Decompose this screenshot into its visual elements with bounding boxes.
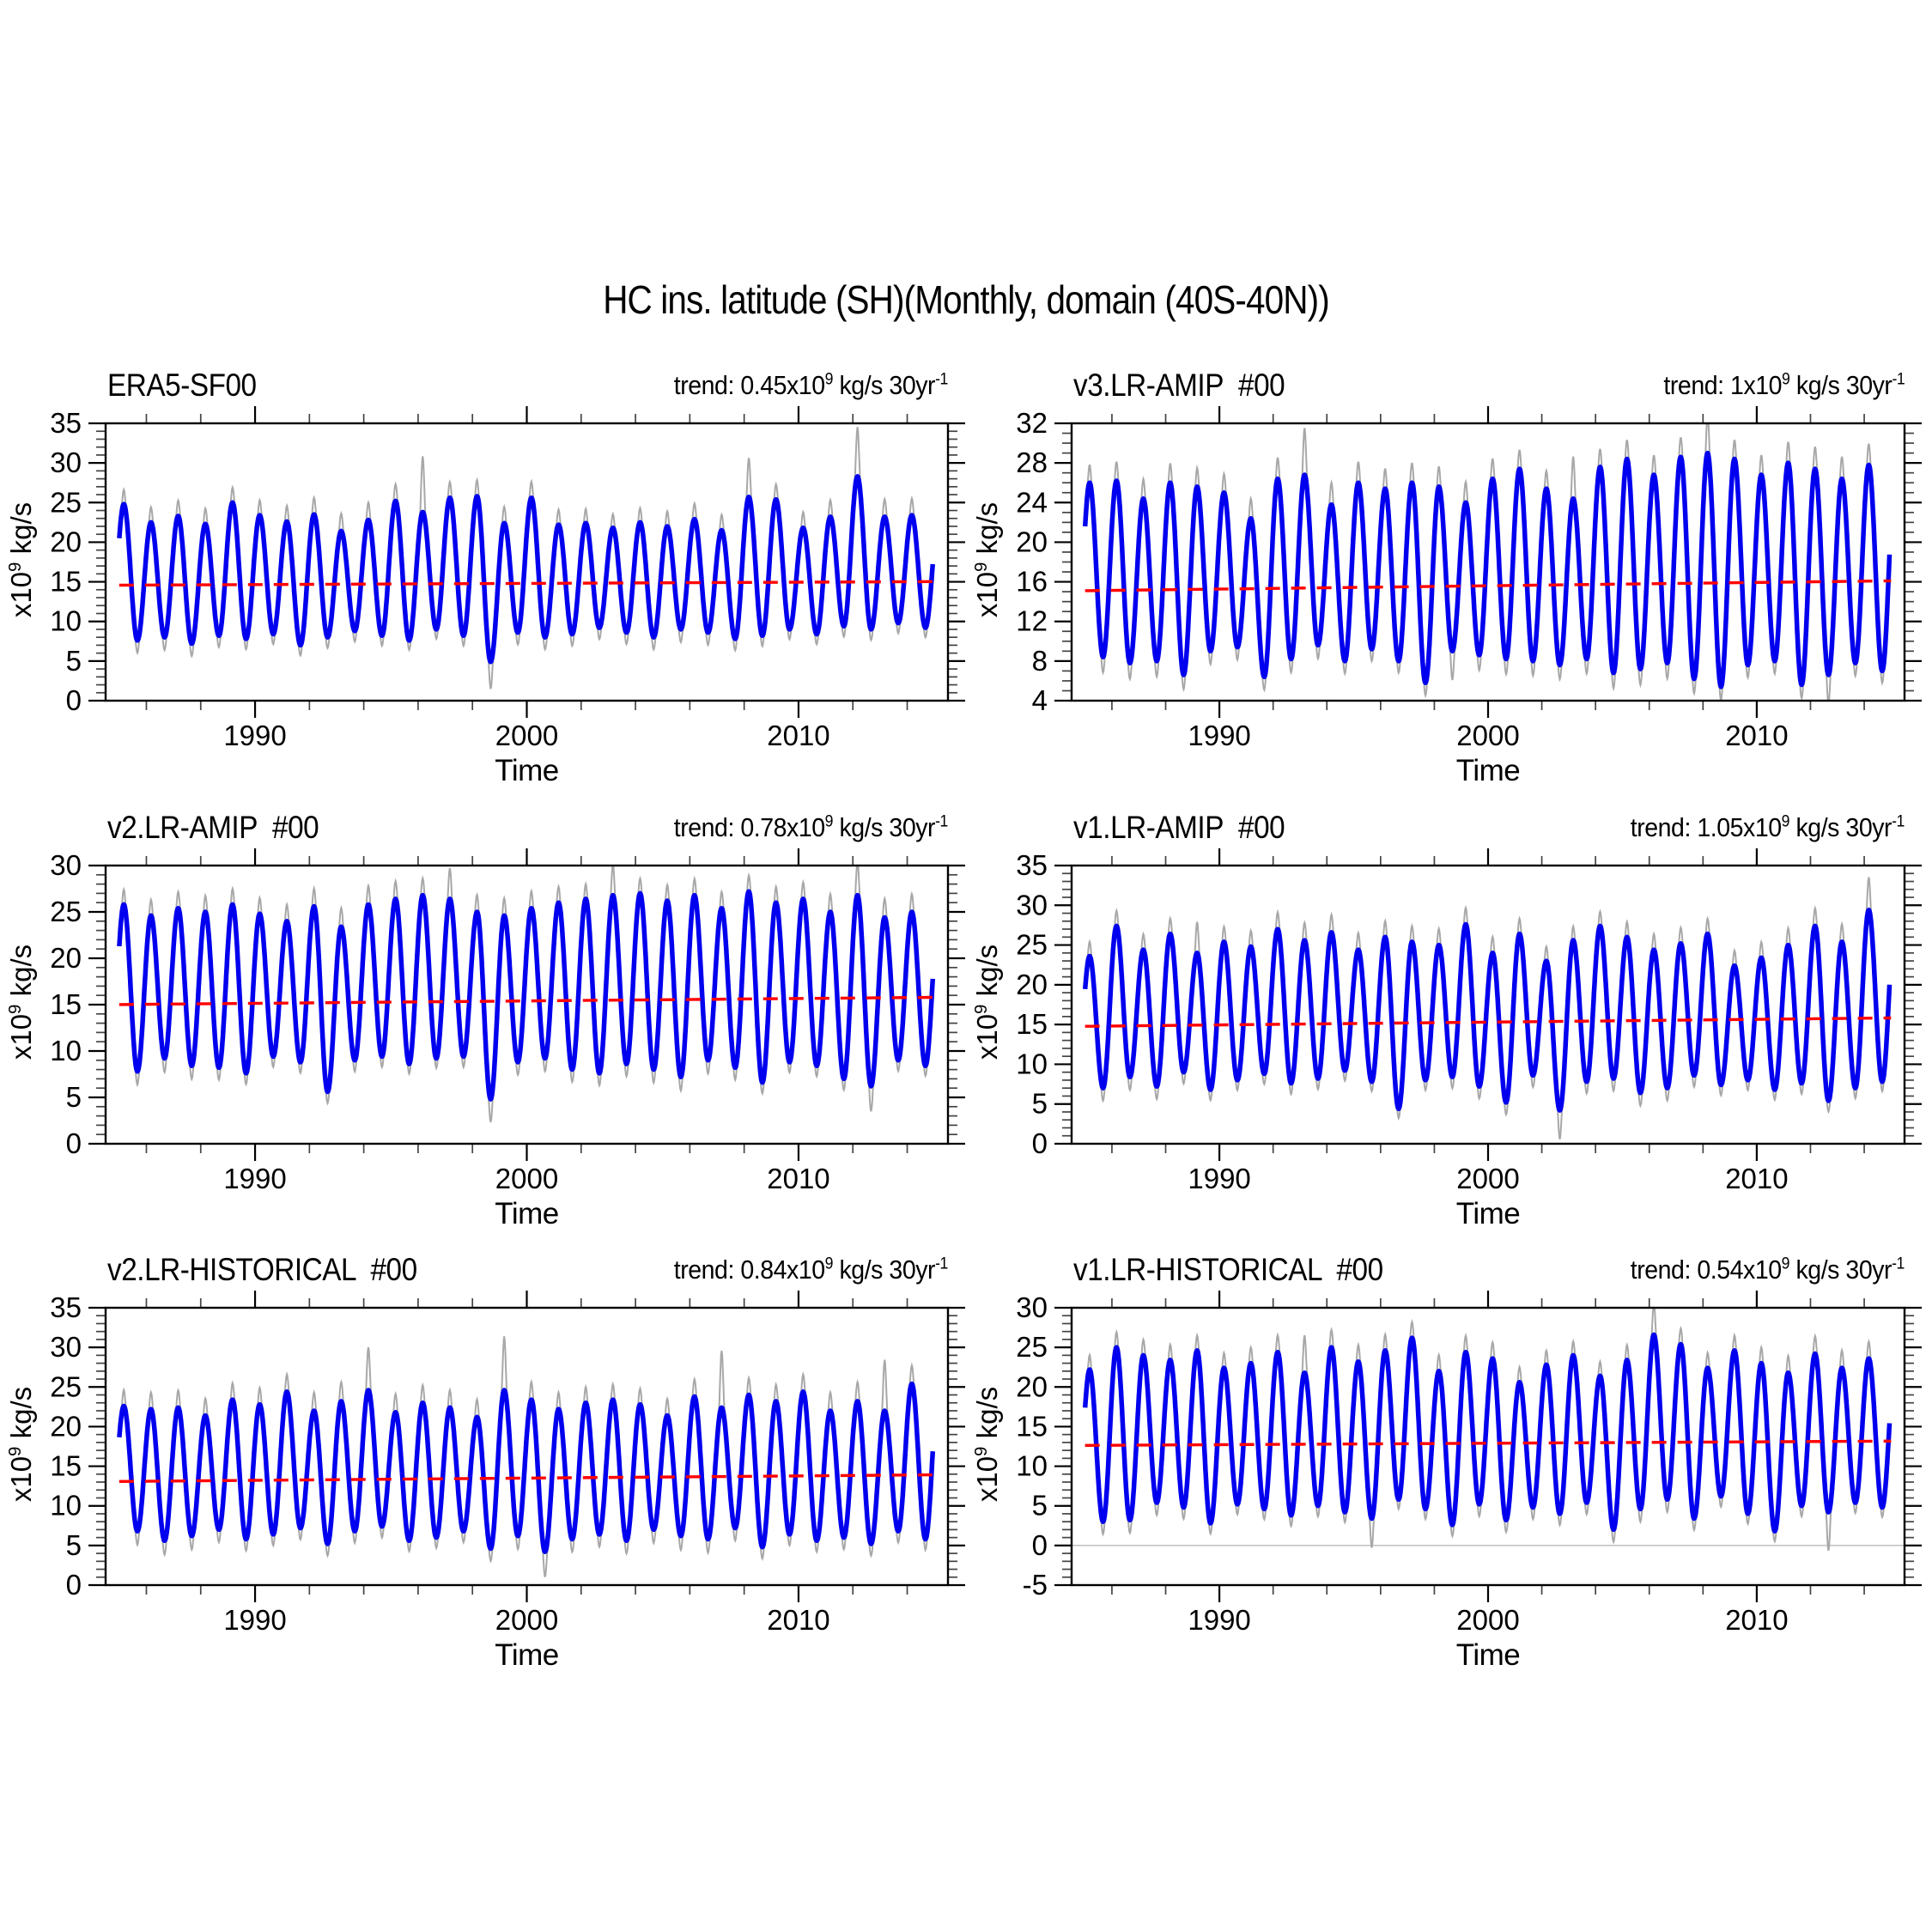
x-axis-title: Time (495, 754, 559, 787)
y-axis-title-units: kg/s (5, 501, 37, 562)
panel-title-era5-sf00: ERA5-SF00 (107, 368, 257, 403)
x-axis-title: Time (495, 1638, 559, 1672)
x-tick-label: 2010 (767, 1163, 830, 1194)
y-tick-label: 35 (1016, 849, 1048, 881)
y-tick-label: 0 (1031, 1528, 1048, 1561)
trend-exponent: 9 (1781, 370, 1790, 389)
y-tick-label: 20 (50, 1410, 82, 1443)
panel-plot-4 (50, 1291, 965, 1636)
panel-title-v1-lr-historical: v1.LR-HISTORICAL #00 (1073, 1252, 1383, 1287)
x-tick-label: 2010 (1725, 1163, 1789, 1194)
y-tick-label: 10 (1016, 1048, 1048, 1080)
x-tick-label: 1990 (1188, 1604, 1251, 1636)
y-axis-title-units: kg/s (971, 944, 1003, 1005)
y-axis-title (971, 908, 1004, 1097)
panel-title-v2-lr-amip: v2.LR-AMIP #00 (107, 810, 319, 845)
smoothed-line (119, 891, 933, 1099)
y-tick-label: 0 (65, 1569, 82, 1601)
trend-label (674, 812, 948, 843)
trend-units: kg/s 30yr (833, 812, 936, 842)
smoothed-line (1085, 1334, 1890, 1531)
x-tick-label: 1990 (1188, 720, 1251, 751)
y-axis-title-base: x10 (5, 1013, 37, 1060)
y-tick-label: 15 (50, 988, 82, 1020)
y-tick-label: 30 (1016, 889, 1048, 921)
panel-title-v2-lr-historical: v2.LR-HISTORICAL #00 (107, 1252, 417, 1287)
x-tick-label: 1990 (223, 1163, 287, 1194)
y-axis-title (5, 1350, 38, 1539)
y-tick-label: 35 (50, 407, 82, 439)
trend-text: trend: 0.78x10 (673, 812, 825, 842)
trend-exponent-2: -1 (935, 812, 948, 831)
trend-units: kg/s 30yr (833, 1255, 936, 1285)
trend-units: kg/s 30yr (1789, 812, 1893, 842)
smoothed-line (119, 1384, 933, 1552)
y-tick-label: 20 (1016, 526, 1048, 558)
trend-exponent-2: -1 (935, 370, 948, 389)
trend-text: trend: 1x10 (1663, 370, 1782, 400)
trend-text: trend: 0.84x10 (673, 1255, 825, 1285)
y-tick-label: 16 (1016, 565, 1048, 598)
trend-exponent-2: -1 (1892, 1255, 1905, 1273)
trend-label (674, 370, 948, 401)
y-axis-title-exponent: 9 (5, 1446, 25, 1456)
y-tick-label: 0 (1031, 1127, 1048, 1159)
panel-plot-3 (1016, 848, 1922, 1194)
y-tick-label: 32 (1016, 407, 1048, 439)
y-tick-label: 8 (1031, 644, 1048, 677)
y-axis-title-base: x10 (971, 571, 1003, 617)
smoothed-line (1085, 910, 1890, 1110)
trend-units: kg/s 30yr (1789, 1255, 1893, 1285)
trend-label (1663, 370, 1905, 401)
x-tick-label: 1990 (223, 720, 287, 751)
trend-exponent: 9 (824, 812, 834, 831)
y-axis-title-base: x10 (5, 571, 37, 617)
y-axis-title (971, 465, 1004, 654)
y-tick-label: 15 (50, 565, 82, 598)
y-tick-label: 20 (1016, 1370, 1048, 1403)
x-tick-label: 2000 (1456, 1163, 1520, 1194)
y-tick-label: 0 (65, 1127, 82, 1159)
x-tick-label: 2010 (767, 1604, 830, 1636)
y-tick-label: 5 (1031, 1087, 1048, 1120)
y-tick-label: 30 (50, 849, 82, 881)
y-tick-label: 10 (50, 1035, 82, 1066)
x-tick-label: 2010 (1725, 1604, 1789, 1636)
y-tick-label: 5 (65, 1528, 82, 1561)
y-tick-label: 10 (50, 1489, 82, 1522)
trend-label (674, 1255, 948, 1285)
x-tick-label: 2000 (1456, 1604, 1520, 1636)
x-tick-label: 2000 (495, 1604, 559, 1636)
x-tick-label: 2010 (1725, 720, 1789, 751)
y-tick-label: 12 (1016, 605, 1048, 637)
y-axis-title-units: kg/s (971, 501, 1003, 562)
y-tick-label: 5 (65, 1081, 82, 1113)
trend-exponent-2: -1 (1892, 812, 1905, 831)
y-tick-label: 25 (50, 486, 82, 519)
y-tick-label: 15 (1016, 1410, 1048, 1443)
panel-title-v3-lr-amip: v3.LR-AMIP #00 (1073, 368, 1285, 403)
trend-units: kg/s 30yr (833, 370, 936, 400)
y-axis-title (5, 908, 38, 1097)
y-tick-label: 25 (1016, 928, 1048, 961)
x-tick-label: 2000 (495, 1163, 559, 1194)
trend-exponent: 9 (824, 1255, 834, 1273)
panel-plot-2 (50, 848, 965, 1194)
y-tick-label: 4 (1031, 684, 1048, 716)
trend-units: kg/s 30yr (1789, 370, 1893, 400)
trend-text: trend: 1.05x10 (1630, 812, 1782, 842)
trend-exponent: 9 (824, 370, 834, 389)
y-tick-label: 25 (50, 1370, 82, 1403)
x-tick-label: 2010 (767, 720, 830, 751)
trend-exponent: 9 (1781, 812, 1790, 831)
y-axis-title-exponent: 9 (971, 1446, 991, 1456)
y-tick-label: 10 (1016, 1449, 1048, 1482)
y-axis-title (5, 465, 38, 654)
y-tick-label: -5 (1022, 1569, 1048, 1601)
trend-text: trend: 0.45x10 (673, 370, 825, 400)
y-tick-label: 28 (1016, 447, 1048, 479)
trend-label (1631, 1255, 1905, 1285)
panel-plot-1 (1016, 406, 1922, 751)
y-tick-label: 15 (50, 1449, 82, 1482)
panel-title-v1-lr-amip: v1.LR-AMIP #00 (1073, 810, 1285, 845)
trend-label (1631, 812, 1905, 843)
x-tick-label: 2000 (1456, 720, 1520, 751)
x-axis-title: Time (1455, 1197, 1521, 1230)
y-axis-title-units: kg/s (5, 944, 37, 1005)
y-axis-title-units: kg/s (5, 1386, 37, 1447)
y-axis-title-units: kg/s (971, 1386, 1003, 1447)
trend-exponent-2: -1 (935, 1255, 948, 1273)
trend-exponent-2: -1 (1892, 370, 1905, 389)
x-axis-title: Time (1455, 1638, 1521, 1672)
y-axis-title-exponent: 9 (5, 562, 25, 572)
y-tick-label: 25 (50, 896, 82, 927)
y-axis-title-base: x10 (971, 1013, 1003, 1060)
y-tick-label: 10 (50, 605, 82, 637)
y-tick-label: 35 (50, 1291, 82, 1323)
y-tick-label: 24 (1016, 486, 1048, 519)
x-axis-title: Time (1455, 754, 1521, 787)
smoothed-line (119, 477, 933, 662)
x-tick-label: 1990 (1188, 1163, 1251, 1194)
y-tick-label: 5 (65, 644, 82, 677)
y-axis-title-base: x10 (5, 1455, 37, 1502)
smoothed-line (1085, 453, 1890, 687)
panel-plot-0 (50, 406, 965, 751)
y-axis-title-exponent: 9 (5, 1004, 25, 1014)
x-tick-label: 2000 (495, 720, 559, 751)
y-tick-label: 20 (50, 526, 82, 558)
y-tick-label: 30 (50, 447, 82, 479)
y-tick-label: 15 (1016, 1008, 1048, 1041)
y-tick-label: 20 (1016, 968, 1048, 1000)
y-axis-title-exponent: 9 (971, 562, 991, 572)
trend-exponent: 9 (1781, 1255, 1790, 1273)
y-tick-label: 30 (50, 1331, 82, 1364)
y-tick-label: 25 (1016, 1331, 1048, 1364)
y-tick-label: 30 (1016, 1291, 1048, 1323)
y-axis-title-exponent: 9 (971, 1004, 991, 1014)
y-axis-title (971, 1350, 1004, 1539)
y-tick-label: 20 (50, 942, 82, 974)
y-tick-label: 5 (1031, 1489, 1048, 1522)
y-axis-title-base: x10 (971, 1455, 1003, 1502)
x-axis-title: Time (495, 1197, 559, 1230)
panel-plot-5 (1016, 1291, 1922, 1636)
x-tick-label: 1990 (223, 1604, 287, 1636)
trend-text: trend: 0.54x10 (1630, 1255, 1782, 1285)
y-tick-label: 0 (65, 684, 82, 716)
page-title: HC ins. latitude (SH)(Monthly, domain (40S-40N)) (603, 277, 1329, 322)
